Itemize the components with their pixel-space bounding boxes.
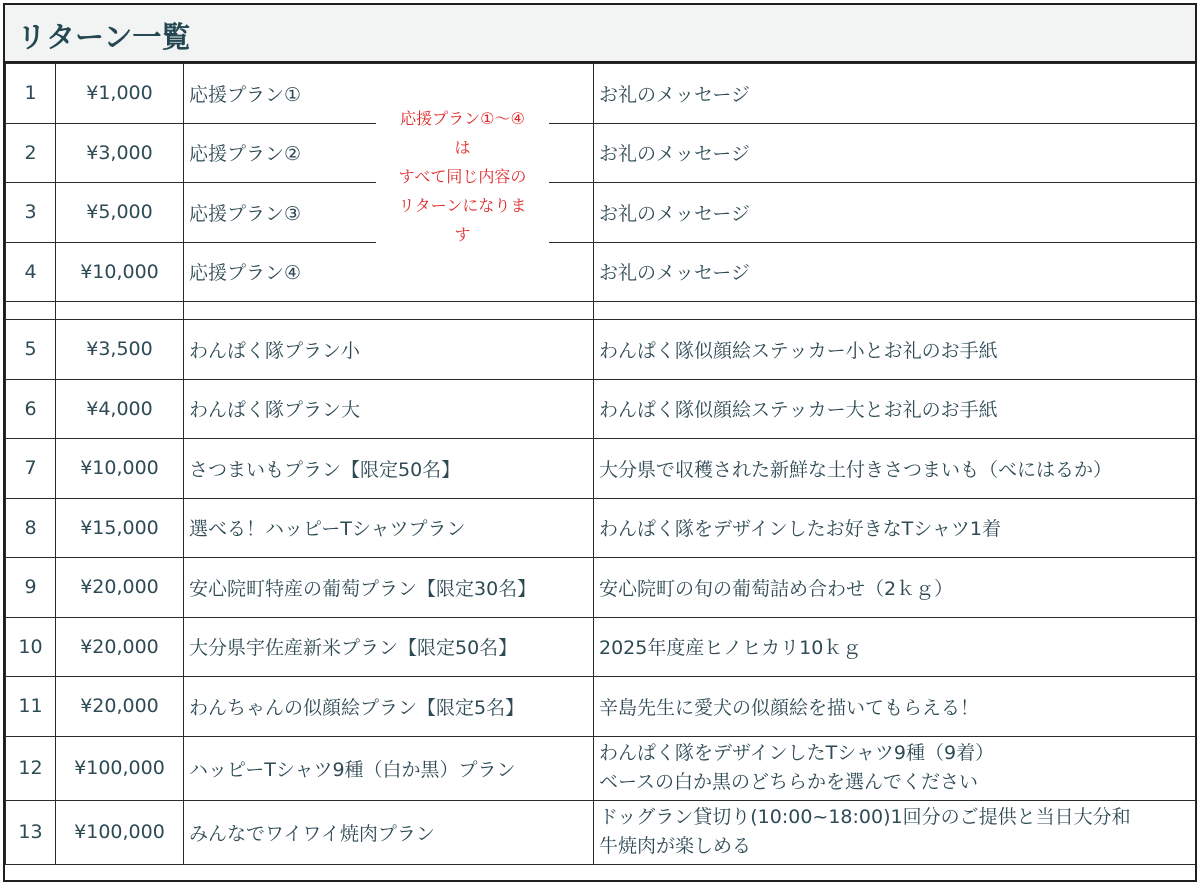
row-number: 3	[6, 183, 56, 243]
row-plan: 応援プラン①	[184, 64, 594, 124]
returns-table-frame	[3, 3, 1197, 882]
row-plan: 応援プラン④	[184, 242, 594, 302]
description-line: わんぱく隊をデザインしたTシャツ9種（9着）	[599, 742, 995, 764]
row-plan: わんちゃんの似顔絵プラン【限定5名】	[184, 677, 594, 737]
same-content-note	[376, 71, 549, 289]
note-line: 応援プラン①〜④	[400, 109, 525, 128]
row-plan: ハッピーTシャツ9種（白か黒）プラン	[184, 736, 594, 800]
spacer-cell	[6, 302, 56, 320]
row-plan: 応援プラン③	[184, 183, 594, 243]
table-row	[6, 123, 1196, 183]
row-number: 1	[6, 64, 56, 124]
spacer-cell	[184, 302, 594, 320]
row-number: 8	[6, 498, 56, 558]
note-line: す	[454, 225, 471, 244]
row-plan: わんぱく隊プラン大	[184, 379, 594, 439]
table-row	[6, 736, 1196, 800]
row-plan: 大分県宇佐産新米プラン【限定50名】	[184, 617, 594, 677]
row-description: 辛島先生に愛犬の似顔絵を描いてもらえる！	[594, 677, 1196, 737]
description-line: ベースの白か黒のどちらかを選んでください	[599, 771, 979, 793]
row-price: ¥4,000	[56, 379, 184, 439]
description-line: 牛焼肉が楽しめる	[599, 835, 752, 857]
row-price: ¥20,000	[56, 558, 184, 618]
note-line: すべて同じ内容の	[398, 167, 527, 186]
table-row	[6, 242, 1196, 302]
row-description: 2025年度産ヒノヒカリ10ｋｇ	[594, 617, 1196, 677]
row-description: わんぱく隊似顔絵ステッカー小とお礼のお手紙	[594, 320, 1196, 380]
table-row	[6, 800, 1196, 864]
row-price: ¥20,000	[56, 677, 184, 737]
row-plan: 安心院町特産の葡萄プラン【限定30名】	[184, 558, 594, 618]
row-number: 7	[6, 439, 56, 499]
row-description: お礼のメッセージ	[594, 64, 1196, 124]
spacer-cell	[594, 302, 1196, 320]
row-number: 10	[6, 617, 56, 677]
row-plan: さつまいもプラン【限定50名】	[184, 439, 594, 499]
row-description: お礼のメッセージ	[594, 123, 1196, 183]
row-description: 大分県で収穫された新鮮な土付きさつまいも（べにはるか）	[594, 439, 1196, 499]
row-number: 12	[6, 736, 56, 800]
table-row	[6, 64, 1196, 124]
table-row	[6, 617, 1196, 677]
row-number: 9	[6, 558, 56, 618]
table-row	[6, 677, 1196, 737]
row-description: お礼のメッセージ	[594, 183, 1196, 243]
row-plan: 応援プラン②	[184, 123, 594, 183]
row-number: 13	[6, 800, 56, 864]
row-description	[594, 736, 1196, 800]
row-price: ¥15,000	[56, 498, 184, 558]
table-row	[6, 379, 1196, 439]
row-price: ¥5,000	[56, 183, 184, 243]
row-description: わんぱく隊をデザインしたお好きなTシャツ1着	[594, 498, 1196, 558]
row-price: ¥3,500	[56, 320, 184, 380]
row-description	[594, 800, 1196, 864]
row-price: ¥100,000	[56, 800, 184, 864]
row-plan: みんなでワイワイ焼肉プラン	[184, 800, 594, 864]
row-description: お礼のメッセージ	[594, 242, 1196, 302]
note-line: リターンになりま	[398, 196, 527, 215]
table-row	[6, 183, 1196, 243]
page-title-bar	[5, 5, 1195, 63]
row-number: 6	[6, 379, 56, 439]
row-price: ¥10,000	[56, 242, 184, 302]
table-row	[6, 498, 1196, 558]
row-price: ¥10,000	[56, 439, 184, 499]
table-row	[6, 558, 1196, 618]
row-plan: わんぱく隊プラン小	[184, 320, 594, 380]
row-number: 11	[6, 677, 56, 737]
row-price: ¥3,000	[56, 123, 184, 183]
row-description: わんぱく隊似顔絵ステッカー大とお礼のお手紙	[594, 379, 1196, 439]
row-price: ¥20,000	[56, 617, 184, 677]
row-price: ¥1,000	[56, 64, 184, 124]
spacer-row	[6, 302, 1196, 320]
table-row	[6, 439, 1196, 499]
row-number: 4	[6, 242, 56, 302]
row-description: 安心院町の旬の葡萄詰め合わせ（2ｋｇ）	[594, 558, 1196, 618]
row-number: 5	[6, 320, 56, 380]
spacer-cell	[56, 302, 184, 320]
description-line: ドッグラン貸切り(10:00~18:00)1回分のご提供と当日大分和	[599, 806, 1131, 828]
note-line: は	[454, 138, 471, 157]
row-plan: 選べる！ハッピーTシャツプラン	[184, 498, 594, 558]
page-title: リターン一覧	[17, 20, 191, 54]
row-number: 2	[6, 123, 56, 183]
row-price: ¥100,000	[56, 736, 184, 800]
table-row	[6, 320, 1196, 380]
returns-table	[5, 63, 1196, 865]
